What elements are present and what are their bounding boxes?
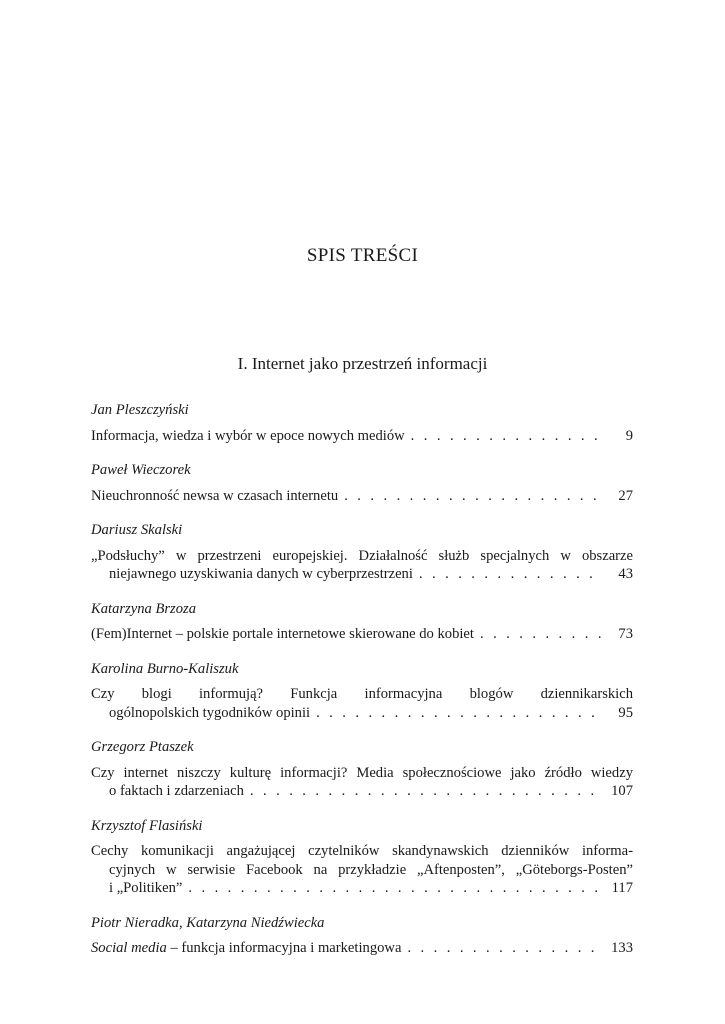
dot-leader bbox=[401, 939, 603, 958]
page-number: 73 bbox=[618, 626, 633, 642]
entry-title-line[interactable]: Czy blogi informują? Funkcja informacyjna blogów dziennikarskich bbox=[91, 686, 633, 702]
toc-entry bbox=[91, 600, 633, 644]
entry-title-rest: – funkcja informacyjna i marketingowa bbox=[166, 940, 402, 956]
entry-title-line[interactable] bbox=[91, 487, 633, 506]
entry-title: i „Politiken” bbox=[109, 880, 183, 896]
entry-author: Katarzyna Brzoza bbox=[91, 600, 197, 617]
dot-leader bbox=[413, 565, 603, 584]
toc-entry bbox=[91, 461, 633, 505]
dot-leader bbox=[474, 625, 603, 644]
entry-title-line[interactable] bbox=[91, 625, 633, 644]
dot-leader bbox=[182, 879, 603, 898]
entry-author: Grzegorz Ptaszek bbox=[91, 739, 194, 755]
toc-entry bbox=[91, 738, 633, 801]
toc-list bbox=[91, 401, 633, 974]
entry-author: Karolina Burno-Kaliszuk bbox=[91, 660, 239, 677]
entry-title-line[interactable] bbox=[91, 704, 633, 723]
entry-author: Piotr Nieradka, Katarzyna Niedźwiecka bbox=[91, 914, 325, 931]
page-number: 107 bbox=[611, 783, 633, 799]
page-number: 9 bbox=[625, 427, 633, 444]
entry-title: Informacja, wiedza i wybór w epoce nowych mediów bbox=[91, 427, 405, 444]
toc-entry bbox=[91, 521, 633, 584]
page-number: 43 bbox=[618, 566, 633, 582]
entry-author: Krzysztof Flasiński bbox=[91, 817, 203, 834]
toc-entry bbox=[91, 817, 633, 898]
toc-entry bbox=[91, 401, 633, 445]
toc-entry bbox=[91, 660, 633, 723]
entry-title: (Fem)Internet – polskie portale internetowe skierowane do kobiet bbox=[91, 626, 474, 642]
dot-leader bbox=[338, 487, 603, 506]
entry-title-line[interactable] bbox=[91, 782, 633, 801]
entry-title-line[interactable] bbox=[91, 427, 633, 446]
entry-author: Paweł Wieczorek bbox=[91, 462, 191, 478]
entry-title-line[interactable]: Czy internet niszczy kulturę informacji? Media społecznościowe jako źródło wiedzy bbox=[91, 764, 633, 781]
entry-title-line[interactable]: „Podsłuchy” w przestrzeni europejskiej. Działalność służb specjalnych w obszarze bbox=[91, 547, 633, 564]
section-title: I. Internet jako przestrzeń informacji bbox=[237, 354, 488, 373]
page-number: 95 bbox=[618, 704, 633, 721]
entry-title-line[interactable]: Cechy komunikacji angażującej czytelników skandynawskich dzienników informa- bbox=[91, 843, 633, 859]
dot-leader bbox=[244, 782, 603, 801]
dot-leader bbox=[310, 704, 603, 723]
entry-title: niejawnego uzyskiwania danych w cyberprzestrzeni bbox=[109, 566, 413, 582]
entry-title: Nieuchronność newsa w czasach internetu bbox=[91, 487, 339, 504]
entry-title-line[interactable]: cyjnych w serwisie Facebook na przykładzie „Aftenposten”, „Göteborgs-Posten” bbox=[109, 861, 633, 878]
entry-title-line[interactable] bbox=[91, 565, 633, 584]
entry-author: Jan Pleszczyński bbox=[91, 402, 189, 418]
page-number: 27 bbox=[618, 487, 633, 504]
entry-title: o faktach i zdarzeniach bbox=[109, 783, 244, 799]
entry-title-line[interactable] bbox=[91, 939, 633, 958]
entry-author: Dariusz Skalski bbox=[91, 522, 183, 538]
page-number: 117 bbox=[611, 880, 633, 896]
toc-entry bbox=[91, 914, 633, 958]
entry-title-emphasis: Social media bbox=[91, 940, 167, 956]
dot-leader bbox=[405, 427, 603, 446]
page-number: 133 bbox=[611, 940, 633, 956]
page-title: SPIS TREŚCI bbox=[306, 245, 419, 266]
entry-title bbox=[91, 939, 401, 958]
entry-title-line[interactable] bbox=[91, 879, 633, 898]
entry-title: ogólnopolskich tygodników opinii bbox=[109, 704, 311, 721]
